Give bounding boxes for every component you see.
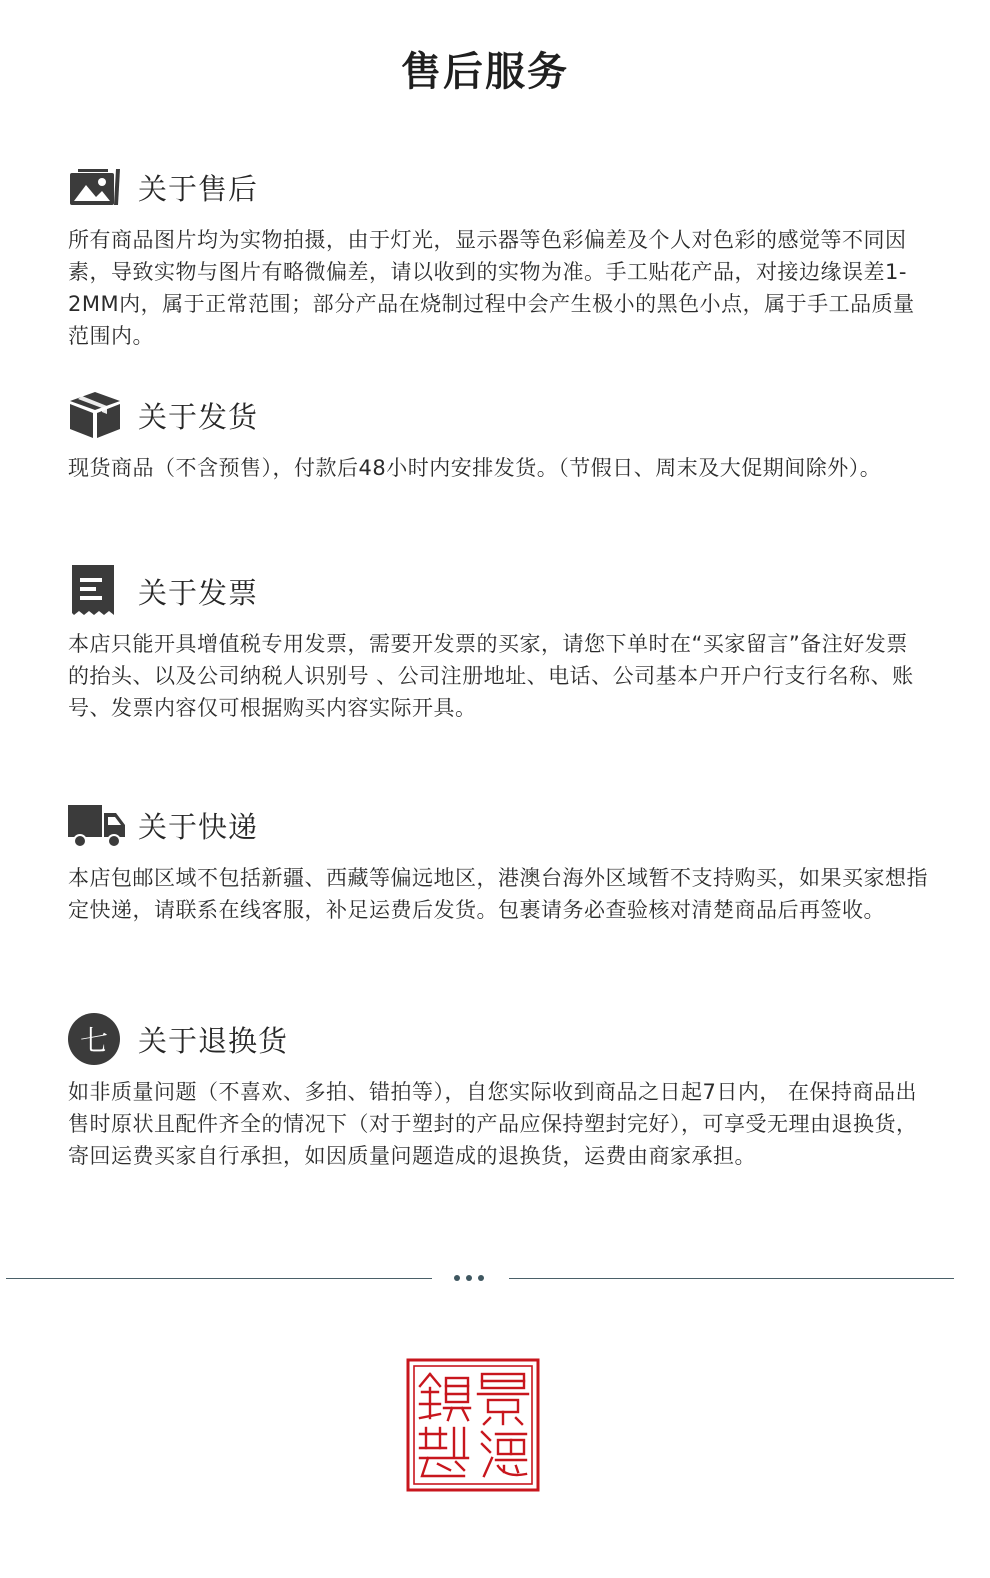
- section-title: 关于发货: [138, 399, 259, 434]
- section-express: [68, 800, 928, 926]
- divider: [6, 1278, 954, 1288]
- section-header: [68, 1014, 928, 1064]
- section-invoice: [68, 566, 928, 724]
- section-body: 本店包邮区域不包括新疆、西藏等偏远地区，港澳台海外区域暂不支持购买，如果买家想指定快递，请联系在线客服，补足运费后发货。包裹请务必查验核对清楚商品后再签收。: [68, 866, 928, 922]
- jingdezhen-seal-logo: [406, 1358, 540, 1492]
- section-title: 关于退换货: [138, 1023, 289, 1058]
- box-icon: [68, 390, 126, 440]
- section-header: [68, 162, 928, 212]
- section-shipping: [68, 390, 928, 484]
- section-body: 本店只能开具增值税专用发票，需要开发票的买家，请您下单时在“买家留言”备注好发票的抬头、以及公司纳税人识别号 、公司注册地址、电话、公司基本户开户行支行名称、账号、发票内容仅可根据购买内容实际开具。: [68, 632, 914, 720]
- section-header: [68, 566, 928, 616]
- divider-line-left: [6, 1278, 432, 1279]
- page-title: 售后服务: [401, 49, 569, 95]
- divider-line-right: [509, 1278, 954, 1279]
- divider-dot: [466, 1275, 472, 1281]
- divider-dots: [454, 1275, 484, 1281]
- section-returns: [68, 1014, 928, 1172]
- section-body: 现货商品（不含预售），付款后48小时内安排发货。（节假日、周末及大促期间除外）。: [68, 456, 882, 480]
- divider-dot: [478, 1275, 484, 1281]
- seven-circle-icon-wrap: [68, 1014, 126, 1064]
- section-title: 关于售后: [138, 171, 259, 206]
- seven-circle-icon: 七: [68, 1013, 120, 1065]
- image-icon: [68, 162, 126, 212]
- section-title: 关于发票: [138, 575, 259, 610]
- section-after-sales: [68, 162, 928, 352]
- section-body: 所有商品图片均为实物拍摄，由于灯光，显示器等色彩偏差及个人对色彩的感觉等不同因素，导致实物与图片有略微偏差，请以收到的实物为准。手工贴花产品，对接边缘误差1-2MM内，属于正常范围；部分产品在烧制过程中会产生极小的黑色小点，属于手工品质量范围内。: [68, 228, 915, 348]
- section-title: 关于快递: [138, 809, 259, 844]
- divider-dot: [454, 1275, 460, 1281]
- section-header: [68, 390, 928, 440]
- section-body: 如非质量问题（不喜欢、多拍、错拍等），自您实际收到商品之日起7日内， 在保持商品出售时原状且配件齐全的情况下（对于塑封的产品应保持塑封完好），可享受无理由退换货，寄回运费买家自行承担，如因质量问题造成的退换货，运费由商家承担。: [68, 1080, 918, 1168]
- receipt-icon: [68, 566, 126, 616]
- truck-icon: [68, 800, 126, 850]
- section-header: [68, 800, 928, 850]
